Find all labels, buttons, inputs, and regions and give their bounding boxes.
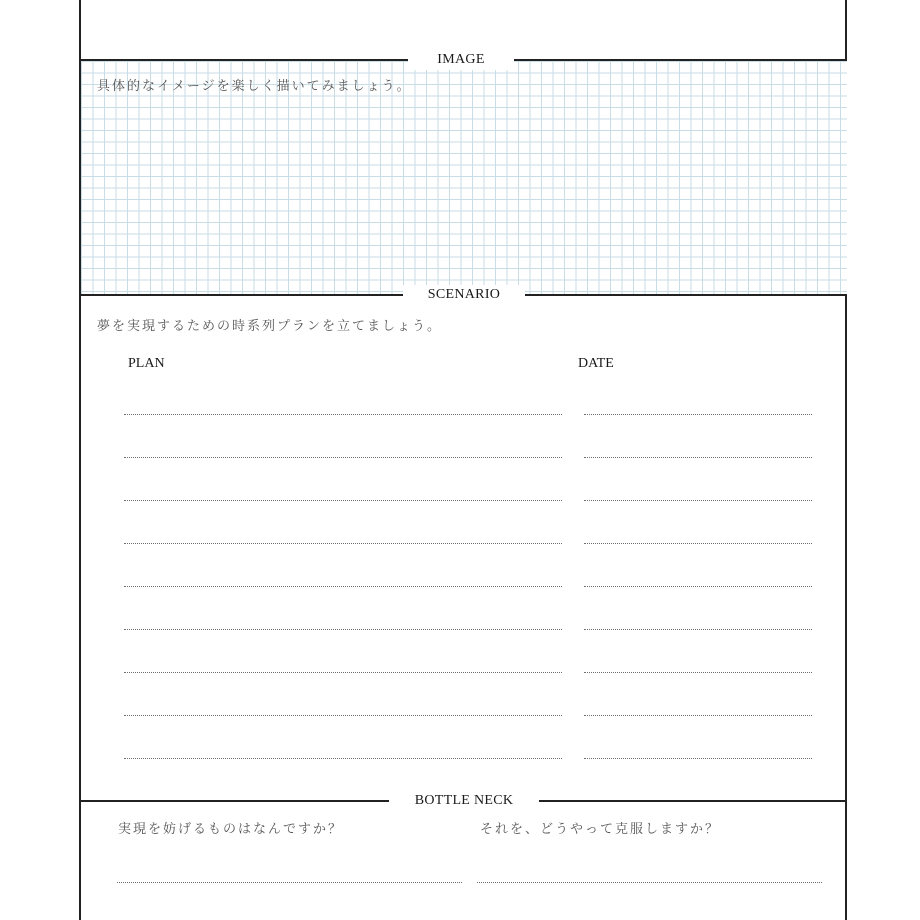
date-line[interactable] — [584, 629, 812, 630]
plan-line[interactable] — [124, 715, 562, 716]
image-section-title: IMAGE — [408, 50, 514, 70]
scenario-section-title: SCENARIO — [403, 285, 525, 305]
plan-line[interactable] — [124, 414, 562, 415]
date-line[interactable] — [584, 672, 812, 673]
overcome-answer-line[interactable] — [477, 882, 822, 883]
plan-line[interactable] — [124, 629, 562, 630]
plan-column-header: PLAN — [128, 356, 165, 371]
date-line[interactable] — [584, 457, 812, 458]
plan-line[interactable] — [124, 500, 562, 501]
image-drawing-grid[interactable] — [81, 61, 847, 295]
bottleneck-right-prompt: それを、どうやって克服しますか？ — [480, 822, 721, 837]
date-line[interactable] — [584, 586, 812, 587]
date-line[interactable] — [584, 758, 812, 759]
image-prompt: 具体的なイメージを楽しく描いてみましょう。 — [97, 79, 412, 94]
date-column-header: DATE — [578, 356, 614, 371]
scenario-prompt: 夢を実現するための時系列プランを立てましょう。 — [97, 319, 443, 334]
plan-line[interactable] — [124, 543, 562, 544]
plan-line[interactable] — [124, 586, 562, 587]
date-line[interactable] — [584, 543, 812, 544]
date-line[interactable] — [584, 414, 812, 415]
plan-line[interactable] — [124, 672, 562, 673]
date-line[interactable] — [584, 500, 812, 501]
plan-line[interactable] — [124, 457, 562, 458]
date-line[interactable] — [584, 715, 812, 716]
bottleneck-section-title: BOTTLE NECK — [389, 791, 539, 811]
bottleneck-left-prompt: 実現を妨げるものはなんですか？ — [118, 822, 344, 837]
obstacle-answer-line[interactable] — [117, 882, 462, 883]
plan-line[interactable] — [124, 758, 562, 759]
